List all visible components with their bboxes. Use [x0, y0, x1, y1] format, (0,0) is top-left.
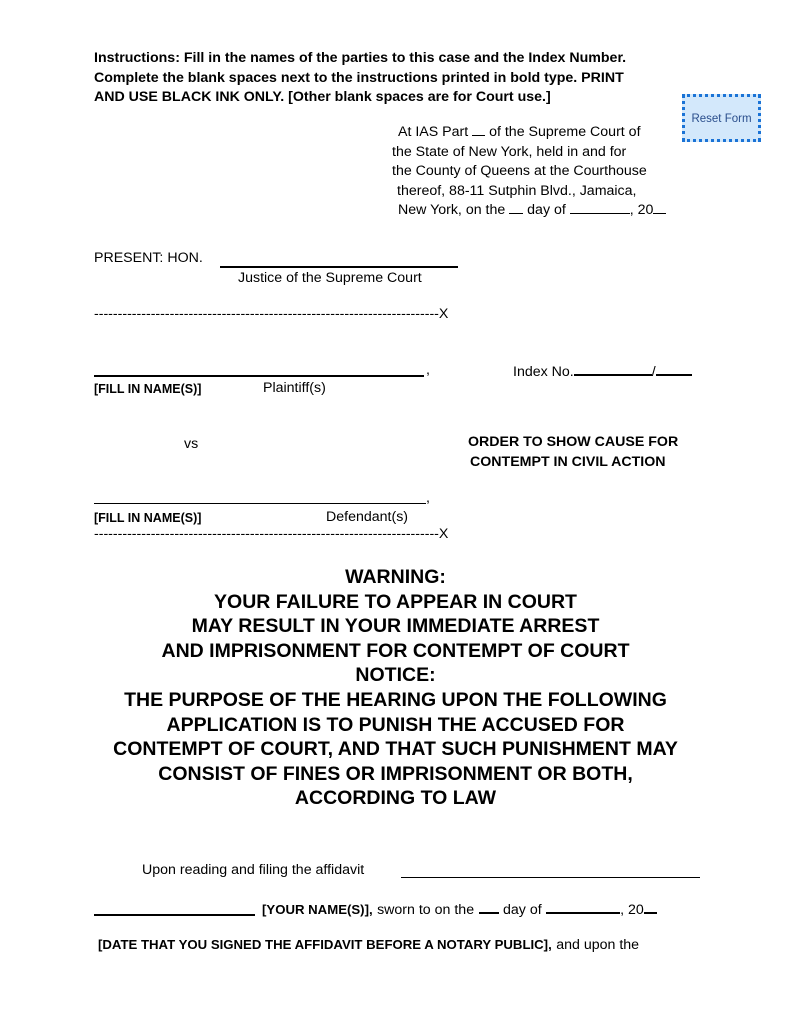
order-title-line1: ORDER TO SHOW CAUSE FOR: [468, 434, 679, 450]
plaintiff-name-blank[interactable]: [94, 375, 424, 377]
notice-line: CONTEMPT OF COURT, AND THAT SUCH PUNISHMENT MAY: [113, 738, 678, 761]
warning-line: AND IMPRISONMENT FOR CONTEMPT OF COURT: [161, 639, 630, 662]
year-label: , 20: [629, 202, 654, 218]
notice-line: APPLICATION IS TO PUNISH THE ACCUSED FOR: [166, 713, 625, 736]
defendant-name-blank[interactable]: [94, 503, 426, 504]
court-line: the State of New York, held in and for: [392, 143, 627, 160]
caption-divider: -------------------------------------------------------------------------X: [94, 306, 449, 322]
warning-line: MAY RESULT IN YOUR IMMEDIATE ARREST: [191, 615, 600, 638]
warning-block: [0, 565, 791, 811]
defendant-fill-label: [FILL IN NAME(S)]: [94, 511, 202, 525]
ias-part-blank[interactable]: [472, 123, 485, 136]
reset-form-button[interactable]: Reset Form: [682, 94, 761, 142]
notice-line: NOTICE:: [355, 664, 436, 687]
notice-line: THE PURPOSE OF THE HEARING UPON THE FOLLOWING: [124, 688, 667, 711]
new-york-on-label: New York, on the: [398, 202, 506, 218]
supreme-court-text: of the Supreme Court of: [489, 124, 641, 140]
index-number-blank[interactable]: [574, 362, 652, 376]
present-line: [94, 250, 203, 266]
year-blank[interactable]: [653, 201, 666, 214]
plaintiff-role: Plaintiff(s): [263, 380, 326, 396]
warning-line: WARNING:: [345, 566, 446, 588]
day-blank[interactable]: [509, 201, 523, 214]
court-block: [392, 123, 666, 221]
caption-divider-bottom: -------------------------------------------------------------------------X: [94, 526, 449, 542]
notice-line: ACCORDING TO LAW: [294, 787, 497, 810]
plaintiff-fill-label: [FILL IN NAME(S)]: [94, 382, 202, 396]
sworn-year-label: , 20: [620, 902, 644, 918]
instructions-line: AND USE BLACK INK ONLY. [Other blank spaces are for Court use.]: [94, 89, 551, 105]
present-label: PRESENT: HON.: [94, 250, 203, 266]
day-of-label: day of: [527, 202, 566, 218]
court-line: thereof, 88-11 Sutphin Blvd., Jamaica,: [397, 182, 637, 199]
instructions-line: Instructions: Fill in the names of the parties to this case and the Index Number.: [94, 50, 627, 66]
notice-line: CONSIST OF FINES OR IMPRISONMENT OR BOTH,: [158, 762, 633, 785]
index-number: [513, 362, 692, 380]
date-signed-label: [DATE THAT YOU SIGNED THE AFFIDAVIT BEFORE A NOTARY PUBLIC],: [98, 937, 552, 952]
defendant-role: Defendant(s): [326, 509, 409, 525]
index-label: Index No.: [513, 364, 574, 380]
ias-part-label: At IAS Part: [398, 124, 469, 140]
month-blank[interactable]: [570, 201, 630, 214]
defendant-comma: ,: [426, 490, 430, 506]
justice-title: Justice of the Supreme Court: [238, 270, 422, 286]
index-year-blank[interactable]: [656, 362, 692, 376]
instructions: [94, 49, 626, 108]
and-upon-text: and upon the: [556, 937, 640, 953]
sworn-year-blank[interactable]: [644, 900, 657, 914]
justice-name-blank[interactable]: [220, 266, 458, 268]
index-slash: /: [651, 364, 656, 380]
sworn-label: sworn to on the: [377, 902, 475, 918]
upon-reading-text: Upon reading and filing the affidavit: [142, 862, 365, 878]
instructions-line: Complete the blank spaces next to the instructions printed in bold type. PRINT: [94, 69, 624, 86]
versus-label: vs: [184, 436, 199, 452]
your-names-blank[interactable]: [94, 914, 255, 916]
sworn-line: [262, 900, 657, 919]
your-names-label: [YOUR NAME(S)],: [262, 902, 373, 917]
date-signed-line: [98, 936, 639, 954]
sworn-month-blank[interactable]: [546, 900, 620, 914]
affidavit-blank[interactable]: [401, 877, 700, 878]
order-title-line2: CONTEMPT IN CIVIL ACTION: [470, 454, 666, 470]
plaintiff-comma: ,: [426, 362, 430, 378]
court-line: the County of Queens at the Courthouse: [392, 163, 647, 179]
sworn-day-of-label: day of: [503, 902, 542, 918]
sworn-day-blank[interactable]: [479, 900, 499, 914]
warning-line: YOUR FAILURE TO APPEAR IN COURT: [214, 590, 577, 613]
